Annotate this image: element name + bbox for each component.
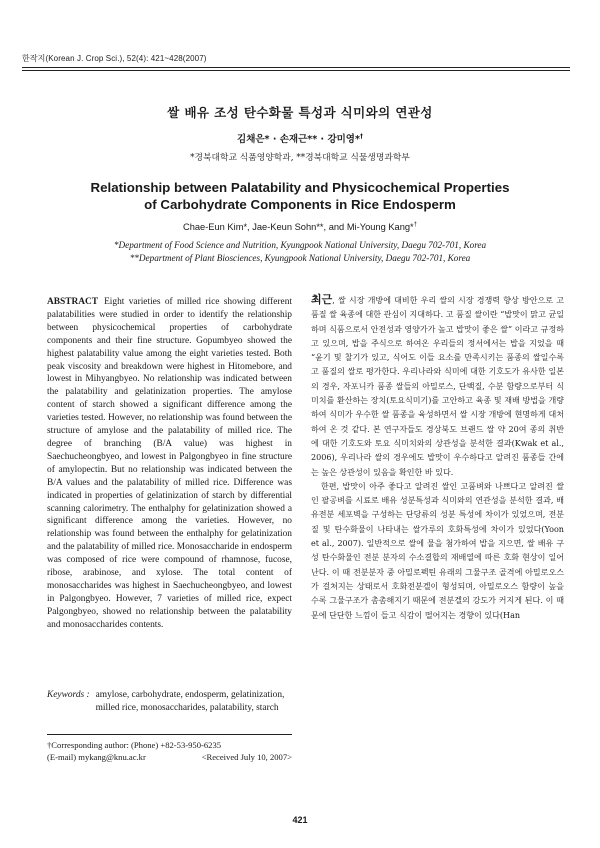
body-text <box>311 293 564 623</box>
keywords-text: amylose, carbohydrate, endosperm, gelatinization, milled rice, monosaccharides, palatability, starch <box>95 690 285 713</box>
english-affiliation-2: **Department of Plant Biosciences, Kyungpook National University, Daegu 702-701, Korea <box>129 252 471 263</box>
footnote <box>47 739 292 763</box>
abstract-heading: ABSTRACT <box>47 297 99 307</box>
korean-title: 쌀 배유 조성 탄수화물 특성과 식미와의 연관성 <box>167 105 433 120</box>
footnote-email: (E-mail) mykang@knu.ac.kr <box>47 752 146 762</box>
body-paragraph-1-text: , 쌀 시장 개방에 대비한 우리 쌀의 시장 경쟁력 향상 방안으로 고 품질 쌀 육종에 대한 관심이 지대하다. 고 품질 쌀이란 “밥맛이 맑고 균일하며 식품으로서 안전성과 영양가가 높고 밥맛이 좋은 쌀” 이라고 규정하고 있으며, 밥을 주식으로 하여온 우리들의 정서에서는 밥을 지었을 때 “윤기 및 찰기가 있고, 식어도 이들 요소를 만족시키는 품종의 쌀일수록 고 품질의 쌀로 평가한다. 우리나라와 식미에 대한 기호도가 유사한 일본의 경우, 자포니카 품종 쌀들의 아밀로스, 단백질, 수분 함량으로부터 식미치를 환산하는 장치(토요식미기)를 고안하고 육종 및 재배 방법을 개량하여 식미가 우수한 쌀 품종을 육성하면서 쌀 시장 개방에 현명하게 대처하여 온 것 같다. 본 연구자들도 경상북도 브랜드 쌀 약 20여 종의 취반에 대한 기호도와 토요 식미치와의 상관성을 분석한 결과(Kwak et al., 2006), 우리나라 쌀의 경우에도 밥맛이 우수하다고 알려진 품종들 간에는 높은 상관성이 있음을 확인한 바 있다. <box>311 296 564 477</box>
keywords-label: Keywords : <box>47 690 90 700</box>
korean-author-names: 김채은* · 손재근** · 강미영* <box>237 134 360 145</box>
english-title-text: Relationship between Palatability and Physicochemical Properties of Carbohydrate Components in Rice Endosperm <box>90 180 510 212</box>
abstract <box>47 296 292 632</box>
header-rule-top <box>22 67 570 68</box>
footnote-row <box>47 751 292 763</box>
english-author-names: Chae-Eun Kim*, Jae-Keun Sohn**, and Mi-Young Kang* <box>182 222 414 233</box>
english-affiliation-1: *Department of Food Science and Nutrition, Kyungpook National University, Daegu 702-701, Korea <box>113 240 487 250</box>
header-rule-bottom <box>22 70 570 71</box>
abstract-text: Eight varieties of milled rice showing different palatabilities were studied in order to identify the relationship between physicochemical properties of carbohydrate components and their fine structure. Gopumbyeo showed the highest palatability value among the eight varieties tested. Both peak viscosity and breakdown were highest in Hitomebore, and lowest in Mihyangbyeo. No relationship was indicated between the palatability and gelatinization properties. The amylose content of starch showed a significant difference among the varieties tested. However, no relationship was found between the structure of amylose and the palatability of milled rice. The degree of branching (B/A value) was highest in Saechucheongbyeo, and lowest in Palgongbyeo in fine structure of amylopectin. But no relationship was indicated between the B/A values and the palatability of milled rice. Difference was indicated in properties of gelatinization of starch by differential scanning calorimetry. The enthalphy for gelatinization showed a significant difference among the varieties. However, no relationship was found between the enthalphy for gelatinization and the palatability of milled rice. Monosaccharide in endosperm was composed of rice were compound of rhamnose, fucose, ribose, arabinose, and xylose. The total content of monosaccharides was highest in Saechucheongbyeo, and lowest in Palgongbyeo. However, 7 varieties of milled rice, expect Palgongbyeo, showed no relationship between the palatability and monosaccharides contents. <box>47 297 292 630</box>
english-authors <box>0 222 600 232</box>
corresponding-mark: † <box>359 132 363 140</box>
page-number: 421 <box>292 815 308 825</box>
korean-authors <box>0 131 600 145</box>
corresponding-mark-en: † <box>413 222 418 228</box>
keywords <box>47 689 292 715</box>
body-paragraph-1 <box>311 293 564 480</box>
english-affiliations <box>0 239 600 264</box>
footnote-rule <box>47 734 292 735</box>
footnote-received: <Received July 10, 2007> <box>201 752 292 762</box>
body-lead-word: 최근 <box>311 293 333 306</box>
footnote-corresponding: †Corresponding author: (Phone) +82-53-950-6235 <box>47 740 222 750</box>
body-paragraph-2: 한편, 밥맛이 아주 좋다고 알려진 쌀인 고품벼와 나쁘다고 알려진 쌀인 팔공벼를 시료로 배유 성분특성과 식미와의 연관성을 분석한 결과, 배유전분 세포벽을 구성하는 단당류의 성분 특성에 차이가 있었으며, 전분질 및 탄수화물이 나타내는 쌀가루의 호화특성에 차이가 있었다(Yoon et al., 2007). 일반적으로 쌀에 물을 첨가하여 밥을 지으면, 쌀 배유 구성 탄수화물인 전분 분자의 수소결합의 재배열에 따른 호화 현상이 일어난다. 이 때 전분분자 중 아밀로펙틴 유래의 그물구조 골격에 아밀로오스가 걸쳐지는 상태로서 호화전분겔이 형성되며, 아밀로오스 함량이 높을수록 그물구조가 촘촘해지기 때문에 전분겔의 강도가 커지게 된다. 이 때문에 단단한 느낌이 들고 식감이 떨어지는 경향이 있다(Han <box>311 481 564 620</box>
journal-reference: 한작지(Korean J. Crop Sci.), 52(4): 421~428(2007) <box>22 54 207 63</box>
english-title <box>0 179 600 213</box>
korean-affiliations: *경북대학교 식품영양학과, **경북대학교 식물생명과학부 <box>190 153 410 163</box>
